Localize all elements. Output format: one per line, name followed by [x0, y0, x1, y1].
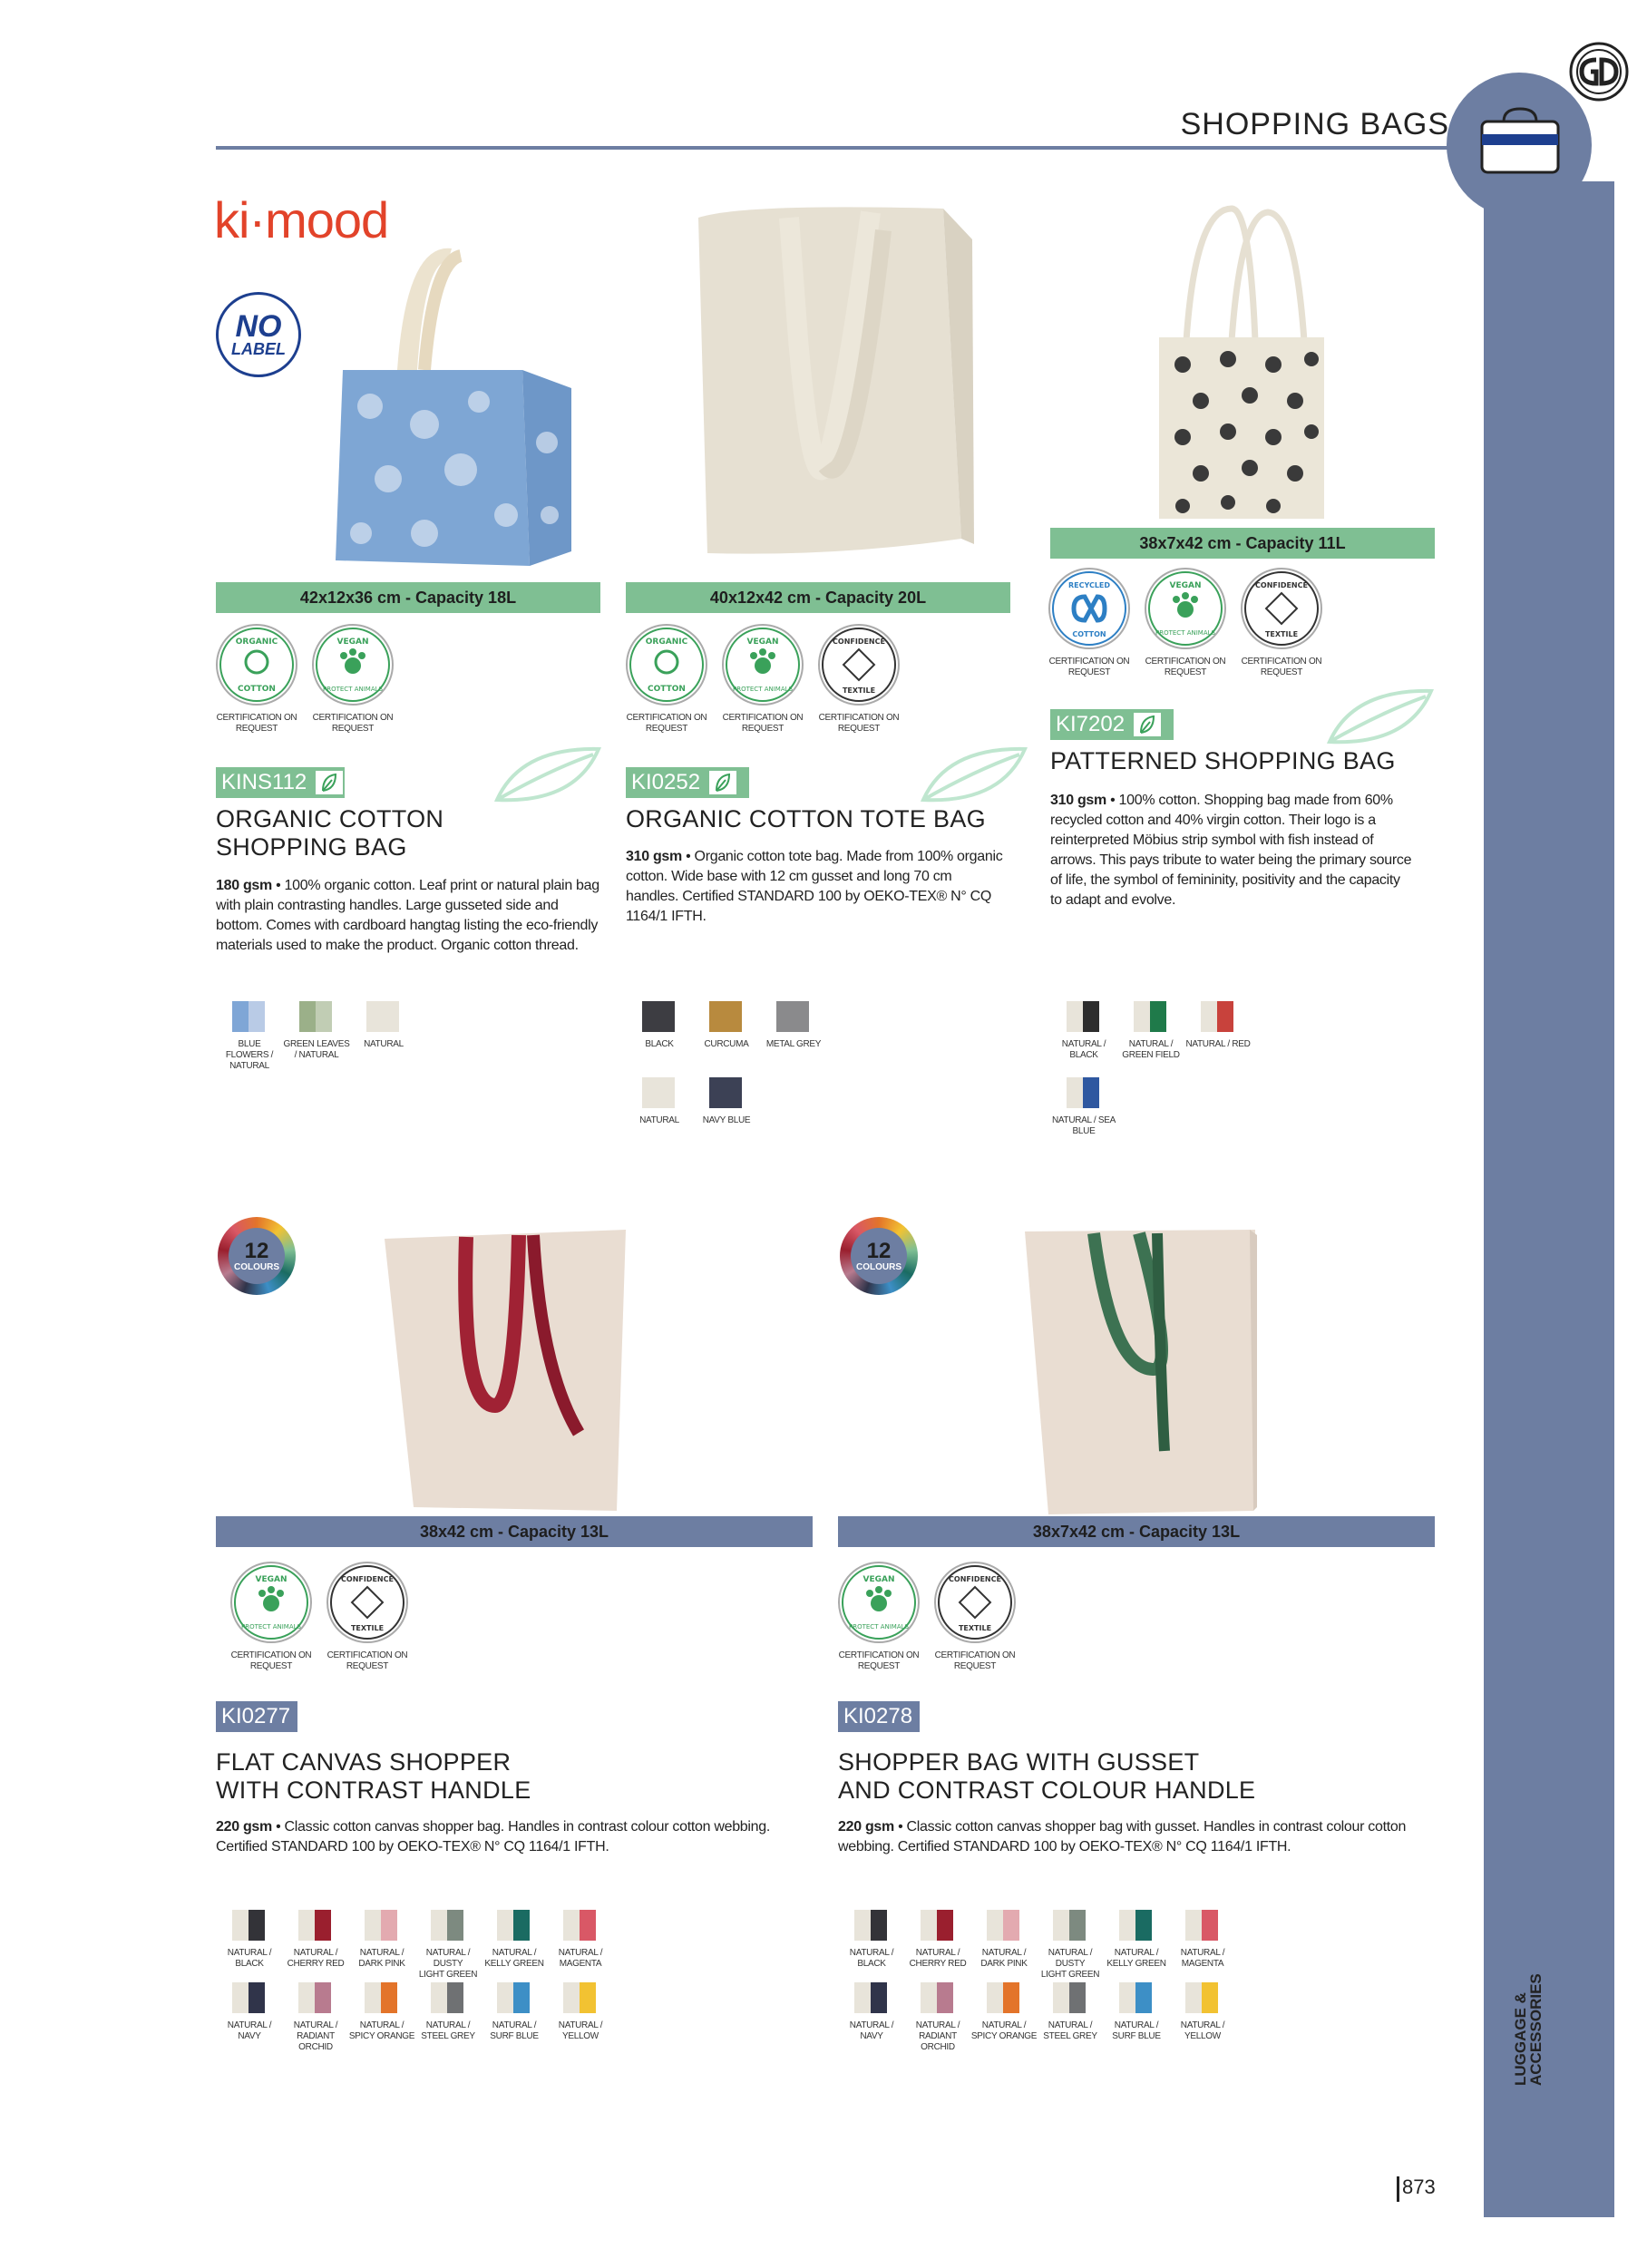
svg-text:TEXTILE: TEXTILE	[1264, 630, 1299, 638]
svg-text:ORGANIC: ORGANIC	[645, 638, 688, 647]
page-number-rule	[1397, 2176, 1399, 2202]
dims-bar-ki0277: 38x42 cm - Capacity 13L	[216, 1516, 813, 1547]
paw-icon	[314, 626, 392, 704]
swatch-label: BLACK	[645, 1039, 674, 1049]
swatch-label: NATURAL / BLACK	[849, 1948, 894, 1969]
svg-text:PROTECT ANIMALS: PROTECT ANIMALS	[1155, 629, 1215, 637]
swatch-label: NATURAL / KELLY GREEN	[484, 1948, 544, 1969]
twelve-colours-badge: 12 COLOURS	[840, 1217, 918, 1295]
swatch-label: NATURAL	[639, 1115, 679, 1125]
dims-bar-kins112: 42x12x36 cm - Capacity 18L	[216, 582, 600, 613]
recycle-icon	[1050, 569, 1128, 647]
section-label: LUGGAGE & ACCESSORIES	[1512, 1973, 1545, 2086]
color-swatch	[232, 1910, 265, 1941]
paw-icon	[1146, 569, 1224, 647]
color-swatch	[299, 1001, 332, 1032]
cert-label: CERTIFICATION ON REQUEST	[230, 1650, 312, 1671]
swatch-label: NATURAL / BLACK	[1061, 1039, 1106, 1060]
color-swatch	[497, 1910, 530, 1941]
vegan-badge	[312, 624, 394, 706]
product-description: 310 gsm • 100% cotton. Shopping bag made from 60% recycled cotton and 40% virgin cotton. Their logo is a reinterpreted Möbius strip symbol with fish instead of arrows. This pays tribute to water being the primary source of life, the symbol of femininity, positivity and the capacity to adapt and evolve.	[1050, 793, 1412, 908]
paw-icon	[724, 626, 802, 704]
color-swatch	[709, 1077, 742, 1108]
swatch-label: NATURAL / RADIANT ORCHID	[915, 2020, 960, 2052]
swatch-label: NATURAL / RADIANT ORCHID	[293, 2020, 338, 2052]
svg-text:PROTECT ANIMALS: PROTECT ANIMALS	[241, 1623, 301, 1630]
confidence-textile-badge	[1241, 568, 1322, 649]
swatch-label: NATURAL	[364, 1039, 404, 1049]
svg-text:CONFIDENCE: CONFIDENCE	[341, 1575, 394, 1583]
product-title: SHOPPER BAG WITH GUSSET AND CONTRAST COLOUR HANDLE	[838, 1748, 1256, 1804]
swatch-label: NATURAL / SEA BLUE	[1051, 1115, 1116, 1136]
vegan-badge	[230, 1562, 312, 1643]
dims-bar-ki0252: 40x12x42 cm - Capacity 20L	[626, 582, 1010, 613]
swatch-label: NATURAL / CHERRY RED	[287, 1948, 345, 1969]
confidence-textile-badge	[326, 1562, 408, 1643]
cert-label: CERTIFICATION ON REQUEST	[838, 1650, 920, 1671]
color-swatch	[642, 1001, 675, 1032]
cert-label: CERTIFICATION ON REQUEST	[818, 713, 900, 734]
eco-leaf-icon	[1132, 711, 1163, 738]
swatch-label: NATURAL / STEEL GREY	[1043, 2020, 1097, 2041]
textile-icon	[1243, 569, 1321, 647]
swatch-label: NATURAL / SPICY ORANGE	[348, 2020, 415, 2041]
paw-icon	[232, 1563, 310, 1641]
leaf-watermark-icon	[1326, 686, 1435, 749]
swatch-label: NATURAL / MAGENTA	[1180, 1948, 1225, 1969]
twelve-colours-badge: 12 COLOURS	[218, 1217, 296, 1295]
dims-bar-ki0278: 38x7x42 cm - Capacity 13L	[838, 1516, 1435, 1547]
svg-text:COTTON: COTTON	[1072, 630, 1106, 638]
product-title: ORGANIC COTTON TOTE BAG	[626, 805, 986, 832]
swatch-label: NATURAL / RED	[1185, 1039, 1251, 1049]
color-swatch	[1185, 1910, 1218, 1941]
product-title: PATTERNED SHOPPING BAG	[1050, 747, 1396, 774]
color-swatch	[776, 1001, 809, 1032]
swatch-label: NATURAL / DARK PINK	[980, 1948, 1028, 1969]
color-swatch	[709, 1001, 742, 1032]
cert-label: CERTIFICATION ON REQUEST	[216, 713, 297, 734]
color-swatch	[642, 1077, 675, 1108]
cotton-icon	[628, 626, 706, 704]
swatch-label: NATURAL / SURF BLUE	[490, 2020, 539, 2041]
no-label-badge: NO LABEL	[216, 292, 301, 377]
cert-label: CERTIFICATION ON REQUEST	[1241, 657, 1322, 677]
swatch-group-ki0277	[216, 1910, 760, 2055]
color-swatch	[497, 1982, 530, 2013]
svg-text:CONFIDENCE: CONFIDENCE	[1255, 581, 1308, 589]
product-image-ki0278	[1021, 1224, 1259, 1523]
product-code-ki0277: KI0277	[216, 1701, 297, 1732]
svg-text:PROTECT ANIMALS: PROTECT ANIMALS	[849, 1623, 909, 1630]
color-swatch	[298, 1910, 331, 1941]
color-swatch	[921, 1910, 953, 1941]
product-description: 180 gsm • 100% organic cotton. Leaf print or natural plain bag with plain contrasting handles. Large gusseted side and bottom. Comes with cardboard hangtag listing the eco-friendly materials used to make the product. Organic cotton thread.	[216, 878, 599, 953]
swatch-label: NATURAL / DUSTY LIGHT GREEN	[1040, 1948, 1100, 1980]
color-swatch	[366, 1001, 399, 1032]
swatch-label: NATURAL / STEEL GREY	[421, 2020, 475, 2041]
swatch-label: NATURAL / NAVY	[227, 2020, 272, 2041]
paw-icon	[840, 1563, 918, 1641]
color-swatch	[1119, 1982, 1152, 2013]
color-swatch	[232, 1001, 265, 1032]
swatch-label: NATURAL / SURF BLUE	[1112, 2020, 1161, 2041]
color-swatch	[232, 1982, 265, 2013]
swatch-label: NATURAL / BLACK	[227, 1948, 272, 1969]
textile-icon	[936, 1563, 1014, 1641]
brand-logo: ki·mood	[214, 191, 389, 248]
svg-text:VEGAN: VEGAN	[746, 638, 779, 647]
color-swatch	[563, 1910, 596, 1941]
color-swatch	[1185, 1982, 1218, 2013]
product-description: 310 gsm • Organic cotton tote bag. Made from 100% organic cotton. Wide base with 12 cm gusset and long 70 cm handles. Certified STANDARD 100 by OEKO-TEX® N° CQ 1164/1 IFTH.	[626, 849, 1003, 924]
color-swatch	[431, 1910, 463, 1941]
svg-text:PROTECT ANIMALS: PROTECT ANIMALS	[323, 686, 383, 693]
product-code-ki0252: KI0252	[626, 767, 749, 798]
eco-leaf-icon	[707, 769, 738, 796]
color-swatch	[1053, 1910, 1086, 1941]
brand-logo-icon	[1569, 42, 1629, 102]
swatch-label: NATURAL / NAVY	[849, 2020, 894, 2041]
cert-label: CERTIFICATION ON REQUEST	[326, 1650, 408, 1671]
swatch-label: NATURAL / GREEN FIELD	[1122, 1039, 1180, 1060]
cert-label: CERTIFICATION ON REQUEST	[626, 713, 707, 734]
color-swatch	[854, 1910, 887, 1941]
leaf-watermark-icon	[920, 744, 1028, 807]
shopping-bag-icon	[1476, 107, 1564, 176]
cert-label: CERTIFICATION ON REQUEST	[312, 713, 394, 734]
cert-label: CERTIFICATION ON REQUEST	[722, 713, 804, 734]
vegan-badge	[1145, 568, 1226, 649]
product-code-ki0278: KI0278	[838, 1701, 920, 1732]
cert-label: CERTIFICATION ON REQUEST	[934, 1650, 1016, 1671]
svg-text:TEXTILE: TEXTILE	[350, 1624, 385, 1632]
dims-bar-ki7202: 38x7x42 cm - Capacity 11L	[1050, 528, 1435, 559]
vegan-badge	[722, 624, 804, 706]
product-image-ki0252	[689, 194, 976, 566]
svg-text:CONFIDENCE: CONFIDENCE	[833, 638, 885, 646]
svg-text:PROTECT ANIMALS: PROTECT ANIMALS	[733, 686, 793, 693]
section-sidebar	[1484, 181, 1614, 2217]
vegan-badge	[838, 1562, 920, 1643]
organic-cotton-badge	[626, 624, 707, 706]
color-swatch	[1067, 1077, 1099, 1108]
color-swatch	[921, 1982, 953, 2013]
product-code-ki7202: KI7202	[1050, 709, 1174, 740]
leaf-watermark-icon	[493, 744, 602, 807]
swatch-label: NATURAL / YELLOW	[558, 2020, 603, 2041]
page-number: 873	[1402, 2176, 1436, 2198]
swatch-label: BLUE FLOWERS / NATURAL	[225, 1039, 274, 1071]
product-title: FLAT CANVAS SHOPPER WITH CONTRAST HANDLE	[216, 1748, 531, 1804]
textile-icon	[328, 1563, 406, 1641]
swatch-label: NATURAL / SPICY ORANGE	[970, 2020, 1038, 2041]
swatch-label: CURCUMA	[704, 1039, 749, 1049]
svg-text:VEGAN: VEGAN	[336, 638, 369, 647]
header-rule	[216, 146, 1449, 150]
color-swatch	[854, 1982, 887, 2013]
confidence-textile-badge	[934, 1562, 1016, 1643]
color-swatch	[1119, 1910, 1152, 1941]
product-title: ORGANIC COTTON SHOPPING BAG	[216, 805, 444, 861]
swatch-label: NATURAL / MAGENTA	[558, 1948, 603, 1969]
swatch-label: NATURAL / DUSTY LIGHT GREEN	[418, 1948, 478, 1980]
textile-icon	[820, 626, 898, 704]
swatch-label: NATURAL / YELLOW	[1180, 2020, 1225, 2041]
svg-text:TEXTILE: TEXTILE	[842, 686, 876, 695]
color-swatch	[1053, 1982, 1086, 2013]
swatch-label: NATURAL / KELLY GREEN	[1106, 1948, 1166, 1969]
color-swatch	[1201, 1001, 1233, 1032]
svg-text:VEGAN: VEGAN	[1169, 581, 1202, 590]
swatch-group-ki0278	[838, 1910, 1382, 2055]
svg-text:VEGAN: VEGAN	[255, 1575, 287, 1584]
product-description: 220 gsm • Classic cotton canvas shopper bag with gusset. Handles in contrast colour cotton webbing. Certified STANDARD 100 by OEKO-TEX® N° CQ 1164/1 IFTH.	[838, 1819, 1407, 1854]
color-swatch	[1067, 1001, 1099, 1032]
svg-text:COTTON: COTTON	[648, 685, 686, 694]
svg-text:RECYCLED: RECYCLED	[1067, 581, 1111, 589]
color-swatch	[431, 1982, 463, 2013]
color-swatch	[987, 1910, 1019, 1941]
svg-text:VEGAN: VEGAN	[862, 1575, 895, 1584]
product-image-ki0277	[379, 1224, 633, 1514]
color-swatch	[298, 1982, 331, 2013]
confidence-textile-badge	[818, 624, 900, 706]
organic-cotton-badge	[216, 624, 297, 706]
swatch-label: GREEN LEAVES / NATURAL	[283, 1039, 350, 1060]
eco-leaf-icon	[314, 769, 345, 796]
color-swatch	[563, 1982, 596, 2013]
product-image-ki7202	[1150, 205, 1337, 522]
svg-text:TEXTILE: TEXTILE	[958, 1624, 992, 1632]
svg-text:COTTON: COTTON	[238, 685, 276, 694]
product-description: 220 gsm • Classic cotton canvas shopper bag. Handles in contrast colour cotton webbing. Certified STANDARD 100 by OEKO-TEX® N° CQ 1164/1 IFTH.	[216, 1819, 770, 1854]
cert-label: CERTIFICATION ON REQUEST	[1145, 657, 1226, 677]
page-title: SHOPPING BAGS	[1180, 107, 1449, 141]
swatch-label: NATURAL / DARK PINK	[358, 1948, 405, 1969]
color-swatch	[365, 1910, 397, 1941]
product-code-kins112: KINS112	[216, 767, 345, 798]
color-swatch	[1134, 1001, 1166, 1032]
svg-text:CONFIDENCE: CONFIDENCE	[949, 1575, 1001, 1583]
color-swatch	[365, 1982, 397, 2013]
svg-text:ORGANIC: ORGANIC	[235, 638, 278, 647]
cotton-icon	[218, 626, 296, 704]
cert-label: CERTIFICATION ON REQUEST	[1048, 657, 1130, 677]
swatch-label: NATURAL / CHERRY RED	[909, 1948, 967, 1969]
color-swatch	[987, 1982, 1019, 2013]
swatch-label: NAVY BLUE	[702, 1115, 751, 1125]
swatch-label: METAL GREY	[765, 1039, 822, 1049]
recycled-cotton-badge	[1048, 568, 1130, 649]
product-image-kins112	[334, 243, 579, 569]
